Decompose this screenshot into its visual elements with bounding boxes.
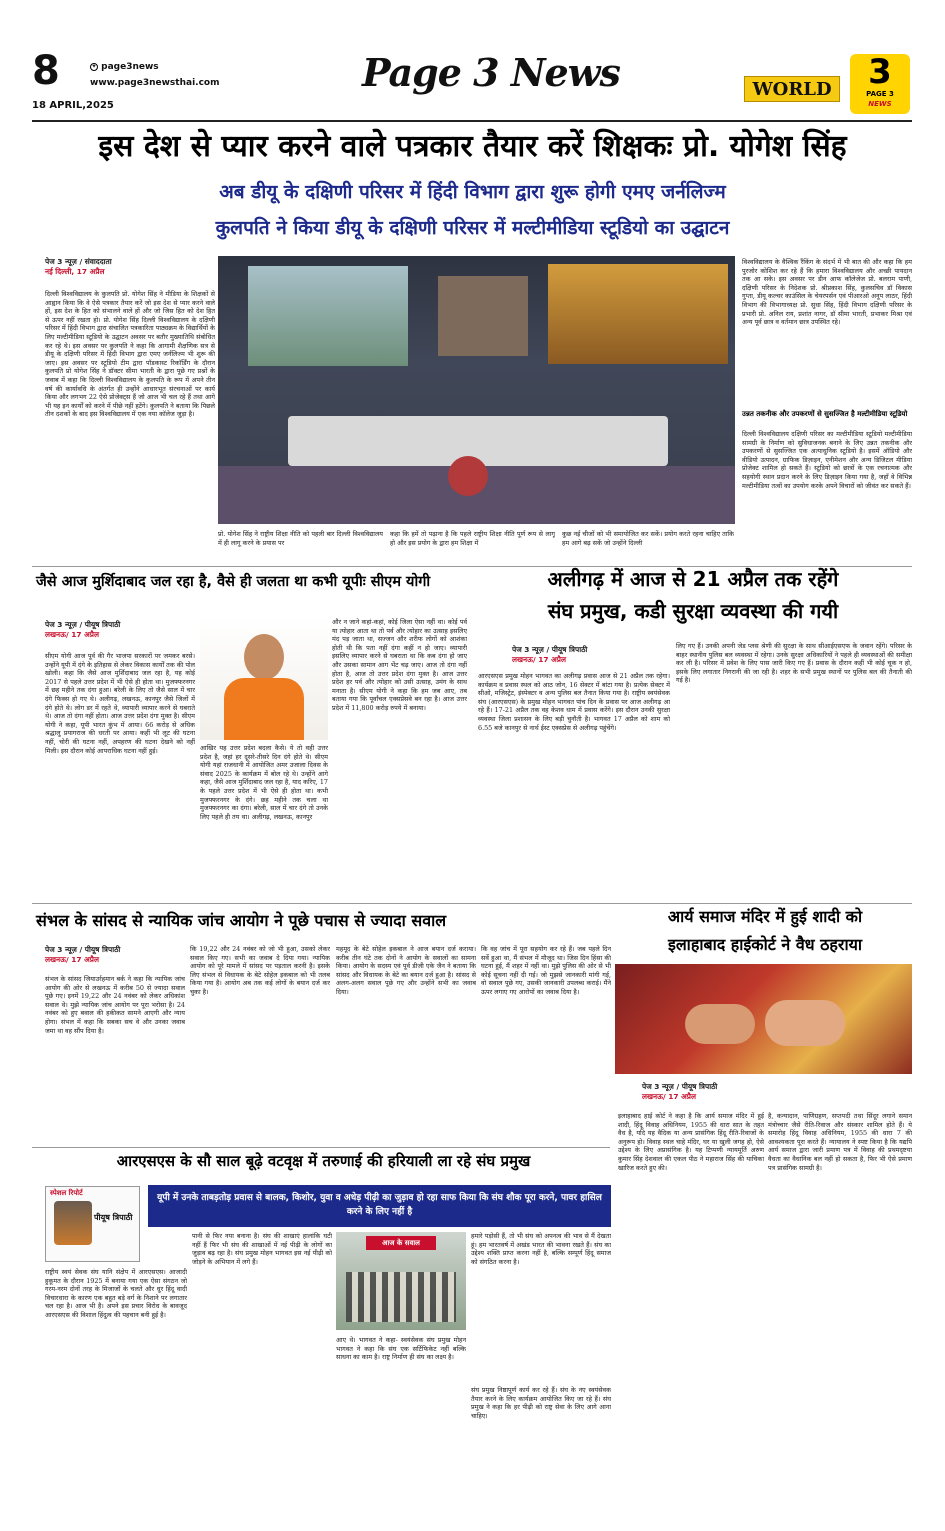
logo-news-text: NEWS — [868, 100, 892, 108]
sambhal-byline — [45, 945, 185, 965]
rss-author-name: पीयूष त्रिपाठी — [94, 1213, 133, 1222]
wedding-hand-left — [685, 1004, 755, 1044]
aligarh-headline-2: संघ प्रमुख, कडी सुरक्षा व्यवस्था की गयी — [547, 599, 839, 623]
brand-logo: Page 3 News — [362, 50, 620, 95]
sambhal-body-col3: महमूद के बेटे सोहेल इकबाल ने आज बयान दर्ज कराया। करीब तीन घंटे तक दोनों ने आयोग के सवालों का सामना किया। आयोग के सदस्य एवं पूर्व डीजी एके जैन ने बताया कि सांसद और विधायक के बेटे का बयान दर्ज हुआ है। सांसद से अलग-अलग सवाल पूछे गए और उन्होंने सभी का जवाब दिया। — [336, 945, 476, 996]
yogi-byline-place: लखनऊ/ 17 अप्रैल — [45, 630, 99, 639]
lead-subhead-2: कुलपति ने किया डीयू के दक्षिणी परिसर में मल्टीमीडिया स्टूडियो का उद्घाटन — [215, 217, 730, 239]
website-link[interactable]: www.page3newsthai.com — [90, 78, 220, 88]
lead-byline — [45, 257, 215, 277]
lead-studio-photo — [218, 256, 735, 524]
studio-screen-right — [548, 264, 728, 364]
sambhal-body-col4: कि वह जांच में पूरा सहयोग कर रहे हैं। जब पहले दिन सर्वे हुआ था, मैं संभल में मौजूद था। जिस दिन हिंसा की घटना हुई, मैं शहर में नहीं था। मुझे पुलिस की ओर से भी कोई सूचना नहीं दी गई। जो मुझसे जानकारी मांगी गई, वो सवाल पूछे गए, उसकी जानकारी उपलब्ध कराई। मैंने ऊपर लगाए गए आरोपों का जवाब दिया है। — [481, 945, 611, 996]
rss-special-report-box — [45, 1186, 140, 1262]
special-report-label: स्पेशल रिपोर्ट — [50, 1189, 83, 1197]
rss-rally-photo — [336, 1232, 466, 1330]
lead-caption-2: कहा कि हमें तो पढ़ाना है कि पहले राष्ट्रीय शिक्षा नीति पूर्ण रूप से लागू हो और इस प्रयोग के द्वारा हम शिक्षा में — [390, 530, 555, 547]
yogi-body-col3: और न जाने कहां-कहां, कोई जिला ऐसा नहीं था। कोई पर्व या त्योहार आता था तो पर्व और त्योहार का उत्साह इसलिए मंद पड़ जाता था, सज्जन और शरीफ लोगों को आशंका होती थी कि पता नहीं दंगा कहीं न हो जाए। व्यापारी इसलिए व्यापार करने से घबराता था कि कब दंगा हो जाए और उसका सामान आग भेंट चढ़ जाए। आज तो दंगा नहीं होता है, आज तो उत्तर प्रदेश दंगा मुक्त है। आज उत्तर प्रदेश हर पर्व और त्योहार को उसी उत्साह, उमंग के साथ मनाता है। सीएम योगी ने कहा कि हम जब आए, तब बताया गया कि पूर्वांचल एक्सप्रेसवे बन रहा है। आज उत्तर प्रदेश में 11,800 करोड़ रुपये में बनाया। — [332, 618, 467, 712]
rss-highlight-text: यूपी में उनके ताबड़तोड़ प्रवास से बालक, किशोर, युवा व अधेड़ पीढ़ी का जुड़ाव हो रहा साफ किया कि संघ शौक पूरा करने, पावर हासिल करने के लिए नहीं है — [157, 1193, 602, 1217]
aligarh-headline-1: अलीगढ़ में आज से 21 अप्रैल तक रहेंगे — [547, 567, 839, 591]
rss-crowd — [346, 1272, 456, 1322]
studio-screen-center — [438, 276, 528, 356]
yogi-photo — [200, 618, 328, 740]
aligarh-byline-place: लखनऊ/ 17 अप्रैल — [512, 655, 566, 664]
lead-right-subheading: उन्नत तकनीक और उपकरणों से सुसज्जित है मल्टीमीडिया स्टूडियो — [742, 410, 908, 418]
sambhal-body-col2: कि 19,22 और 24 नवंबर को जो भी हुआ, उसको लेकर सवाल किए गए। सभी का जवाब दे दिया गया। न्यायिक आयोग को पूरे मामले में सांसद पर पड़ताल करनी है। इसके लिए संभल से विधायक के बेटे सोहेल इकबाल को भी तलब किया गया है। आयोग अब तक कई लोगों के बयान दर्ज कर चुका है। — [190, 945, 330, 996]
lead-caption-1: प्रो. योगेश सिंह ने राष्ट्रीय शिक्षा नीति को पहली बार दिल्ली विश्वविद्यालय में ही लागू करने के प्रयास पर — [218, 530, 383, 547]
rss-body-col2: पानी से फिर नया बनाना है। संघ की शाखाएं हालांकि घटी नहीं हैं फिर भी संघ की शाखाओं में नई पीढ़ी के लोगों का जुड़ाव बढ़ रहा है। संघ प्रमुख मोहन भागवत इस नई पीढ़ी को जोड़ने के अभियान में लगे हैं। — [192, 1232, 332, 1266]
sambhal-headline: संभल के सांसद से न्यायिक जांच आयोग ने पूछे पचास से ज्यादा सवाल — [36, 911, 447, 930]
rss-headline: आरएसएस के सौ साल बूढ़े वटवृक्ष में तरुणाई की हरियाली ला रहे संघ प्रमुख — [116, 1152, 531, 1170]
rss-highlight-box — [148, 1185, 611, 1227]
studio-screen-left — [248, 266, 408, 366]
sambhal-byline-place: लखनऊ/ 17 अप्रैल — [45, 955, 99, 964]
wedding-hand-right — [765, 1000, 845, 1046]
social-handle[interactable]: page3news — [101, 62, 159, 72]
section-world-badge — [744, 76, 840, 102]
wedding-photo — [615, 964, 912, 1074]
aligarh-byline — [512, 645, 672, 665]
social-handle-row — [90, 62, 159, 72]
sambhal-byline-author: पेज 3 न्यूज़ / पीयूष त्रिपाठी — [45, 945, 121, 954]
sambhal-body-col1: संभल के सांसद जियाउर्रहमान बर्क ने कहा कि न्यायिक जांच आयोग की ओर से लखनऊ में करीब 50 से ज्यादा सवाल पूछे गए। इनमें 19,22 और 24 नवंबर को लेकर अधिकांश सवाल थे। मुझे न्यायिक जांच आयोग पर पूरा भरोसा है। 24 नवंबर को हुए बवाल की हकीकत सामने आएगी और न्याय होगा। संभल में कहा कि सबका सच वे और उनका जवाब जमा था वह सौंप दिया है। — [45, 975, 185, 1035]
rss-body-col1: राष्ट्रीय स्वयं सेवक संघ यानि संक्षेप में आरएसएस। आजादी हुकूमत के दौरान 1925 में बनाया गया एक ऐसा संगठन जो गरम-नरम दोनों तरह के मिजाजों के चलते और धुर हिंदू वादी विचारधारा के कारण एक बहुत बड़े वर्ग के निशाने पर लगातार चल रहा है। आज भी है। अपने इस प्रचार विरोध के बावजूद आरएसएस की विशाल हिंदुत्व की पहचान बनी हुई है। — [45, 1268, 187, 1319]
author-avatar — [54, 1201, 92, 1245]
mid-divider — [32, 903, 912, 904]
studio-emblem — [448, 456, 488, 496]
lead-headline: इस देश से प्यार करने वाले पत्रकार तैयार करें शिक्षकः प्रो. योगेश सिंह — [98, 129, 847, 164]
yogi-byline-author: पेज 3 न्यूज़ / पीयूष त्रिपाठी — [45, 620, 121, 629]
social-icon: ✦ — [91, 62, 97, 70]
yogi-body-col2: आखिर यह उत्तर प्रदेश बदला कैसे। ये तो वही उत्तर प्रदेश है, जहां हर दूसरे-तीसरे दिन दंगे होते थे। सीएम योगी यहां राजधानी में आयोजित अमर उजाला दिवस के संवाद 2025 के कार्यक्रम में बोल रहे थे। उन्होंने आगे कहा, जैसे आज मुर्शिदाबाद जल रहा है, याद करिए, 17 के पहले उत्तर प्रदेश में भी ऐसे ही होता था। कभी मुजफ्फरनगर के दंगे। छह महीने तक चला था मुजफ्फरनगर का दंगा। बरेली, साल में चार दंगे तो उनके लिए पहले ही तय था। अलीगढ़, लखनऊ, कानपुर — [200, 744, 328, 821]
yogi-head — [244, 634, 284, 680]
rss-body-col3: आए थे। भागवत ने कहा- स्वयंसेवक संघ प्रमुख मोहन भागवत ने कहा कि संघ एक सर्टिफिकेट नहीं बल्कि साधना का काम है। राष्ट्र निर्माण ही संघ का लक्ष्य है। — [336, 1336, 466, 1362]
lower-divider — [32, 1147, 610, 1148]
masthead-divider — [32, 120, 912, 122]
section-label: WORLD — [752, 79, 832, 100]
aryasamaj-byline — [642, 1082, 822, 1102]
lead-body-col1: दिल्ली विश्वविद्यालय के कुलपति प्रो. योगेश सिंह ने मीडिया के शिक्षकों से आह्वान किया कि वे ऐसे पत्रकार तैयार करें जो इस देश से प्यार करने वाले हों, इस देश के हित को संभालने वाले हों और जो जिस हित को देश हित से ऊपर नहीं रखता हो। प्रो. योगेश सिंह दिल्ली विश्वविद्यालय के दक्षिणी परिसर में हिंदी विभाग द्वारा संचालित पत्रकारिता पाठ्यक्रम के विद्यार्थियों के लिए मल्टीमीडिया स्टूडियो के उद्घाटन अवसर पर बतौर मुख्यातिथि संबोधित कर रहे थे। इस अवसर पर कुलपति ने कहा कि आगामी शैक्षणिक सत्र से डीयू के दक्षिणी परिसर में हिंदी विभाग द्वारा एमए जर्नलिज्म भी शुरू की जाए। इस अवसर पर स्टूडियो टीम द्वारा पॉडकास्ट रिकॉर्डिंग के दौरान कुलपति प्रो योगेश सिंह ने डॉक्टर सीमा भारती के द्वारा पूछे गए प्रश्नों के जवाब में कहा कि दिल्ली विश्वविद्यालय के कुलपति के रूप में अपने तीन वर्ष की कार्यावधि के अंतर्गत ही उन्होंने आधारभूत संरचनाओं पर कार्य किया और लगभग 22 ऐसे प्रोजेक्ट्स हैं जो आज भी चल रहे हैं तथा आगे भी यह इन कार्यों को करने में पीछे नहीं हटेंगे। कुलपति ने बताया कि पिछले तीन दशकों के बाद इस विश्वविद्यालय में एक नया कॉलेज जुड़ा है। — [45, 290, 215, 419]
yogi-robe — [224, 678, 304, 740]
aryasamaj-byline-place: लखनऊ/ 17 अप्रैल — [642, 1092, 696, 1101]
aligarh-body-col1: आरएसएस प्रमुख मोहन भागवत का अलीगढ़ प्रवास आज से 21 अप्रैल तक रहेगा। कार्यक्रम व प्रवास स्थल को आठ जोन, 16 सेक्टर में बांटा गया है। प्रत्येक सेक्टर में सीओ, मजिस्ट्रेट, इंस्पेक्टर व अन्य पुलिस बल तैनात किया गया है। राष्ट्रीय स्वयंसेवक संघ (आरएसएस) के प्रमुख मोहन भागवत पांच दिन के प्रवास पर आज अलीगढ़ आ रहे हैं। 17-21 अप्रैल तक वह केशव धाम में प्रवास करेंगे। इस दौरान उनकी सुरक्षा व्यवस्था जिला प्रशासन के लिए बड़ी चुनौती है। भागवत 17 अप्रैल को शाम को 6.55 बजे कानपुर से नार्थ ईस्ट एक्सप्रेस से अलीगढ़ पहुंचेंगे। — [478, 672, 670, 732]
aligarh-byline-author: पेज 3 न्यूज़ / पीयूष त्रिपाठी — [512, 645, 588, 654]
logo-page-text: PAGE 3 — [866, 90, 894, 98]
masthead — [32, 48, 912, 118]
aligarh-body-col2: लिए गए हैं। उनकी अपनी जेड प्लस श्रेणी की सुरक्षा के साथ सीआईएसएफ के जवान रहेंगे। परिसर के बाहर स्थानीय पुलिस बल व्यवस्था में रहेगा। उनके सुरक्षा अधिकारियों ने पहले ही व्यवस्थाओं की समीक्षा कर ली है। परिसर में प्रवेश के लिए पास जारी किए गए हैं। प्रवास के दौरान कहीं भी कोई चूक न हो, इसके लिए लगातार निगरानी की जा रही है। शहर के सभी प्रमुख स्थानों पर पुलिस बल की तैनाती की गई है। — [676, 642, 912, 685]
yogi-byline — [45, 620, 195, 640]
aryasamaj-body-col1: इलाहाबाद हाई कोर्ट ने कहा है कि आर्य समाज मंदिर में हुई शादी, हिंदू विवाह अधिनियम, 1955 की धारा सात के तहत वैध है, यदि यह वैदिक या अन्य प्रासंगिक हिंदू रीति-रिवाजों के अनुरूप हो। विवाह स्थल चाहे मंदिर, घर या खुली जगह हो, ऐसे उद्देश्य के लिए अप्रासंगिक है। यह टिप्पणी न्यायमूर्ति अरुण कुमार सिंह देशवाल की एकल पीठ ने महाराज सिंह की याचिका खारिज करते हुए की। — [618, 1112, 764, 1172]
lead-caption-3: कुछ नई चीजों को भी समायोजित कर सकें। प्रयोग करते रहना चाहिए ताकि हम आगे बढ़ सकें जो उन्होंने दिल्ली — [562, 530, 734, 547]
aryasamaj-body-col2: है, कन्यादान, पाणिग्रहण, सप्तपदी तथा सिंदूर लगाने समान मंत्रोच्चार जैसे रीति-रिवाज और संस्कार शामिल होते हैं। ये समारोह हिंदू विवाह अधिनियम, 1955 की धारा 7 की आवश्यकता पूरा करते हैं। न्यायालय ने स्पष्ट किया है कि यद्यपि आर्य समाज द्वारा जारी प्रमाण पत्र में विवाह की प्रथमदृष्टया वैधता का वैधानिक बल नहीं हो सकता है, फिर भी ऐसे प्रमाण पत्र प्रासंगिक सामग्री है। — [768, 1112, 912, 1172]
rss-body-col5: संघ प्रमुख निष्ठापूर्ण कार्य कर रहे हैं। संघ के नए स्वयंसेवक तैयार करने के लिए कार्यक्रम आयोजित किए जा रहे हैं। संघ प्रमुख ने कहा कि हर पीढ़ी को राष्ट्र सेवा के लिए आगे आना चाहिए। — [471, 1386, 611, 1420]
lead-byline-author: पेज 3 न्यूज़ / संवाददाता — [45, 257, 112, 266]
lead-right-col2: दिल्ली विश्वविद्यालय दक्षिणी परिसर का मल्टीमीडिया स्टूडियो मल्टीमीडिया सामग्री के निर्माण को सुविधाजनक बनाने के लिए उन्नत तकनीक और उपकरणों से सुसज्जित एक अत्याधुनिक स्टूडियो है। इसमें ऑडियो और वीडियो उत्पादन, ग्राफिक डिज़ाइन, एनीमेशन और अन्य डिजिटल मीडिया प्रोजेक्ट शामिल हो सकते हैं। स्टूडियो को छात्रों के एक रचनात्मक और सहयोगी स्थान प्रदान करने के लिए डिज़ाइन किया गया है, जहाँ वे विभिन्न मल्टीमीडिया तत्वों का उपयोग करके अपने विचारों को जीवंत कर सकते हैं। — [742, 430, 912, 490]
page-number: 8 — [32, 48, 60, 94]
lead-byline-place: नई दिल्ली, 17 अप्रैल — [45, 267, 105, 276]
aryasamaj-headline-2: इलाहाबाद हाईकोर्ट ने वैध ठहराया — [667, 935, 863, 954]
rss-photo-label: आज के सवाल — [366, 1236, 436, 1250]
yogi-body-col1: सीएम योगी आज पूर्व की गैर भाजपा सरकारों पर जमकर बरसे। उन्होंने यूपी में दंगे के इतिहास से लेकर विकास कार्यों तक की पोल खोली। कहा कि जैसे आज मुर्शिदाबाद जल रहा है, यह कोई 2017 से पहले उत्तर प्रदेश में भी ऐसे ही होता था। मुजफ्फरनगर में छह महीने तक दंगा हुआ। बरेली के लिए तो जैसे साल में चार दंगे फिक्स हो गए थे। अलीगढ़, लखनऊ, कानपुर जैसे जिलों में दंगे होते थे। लोग डर में रहते थे, व्यापारी व्यापार करने से घबराते थे। आज तो दंगा नहीं होता। आज उत्तर प्रदेश दंगा मुक्त है। सीएम योगी ने कहा, यूपी भारत कुंभ में आया। 66 करोड़ से अधिक श्रद्धालु प्रयागराज की धरती पर आया। कहीं भी लूट की घटना नहीं, चोरी की घटना नहीं, अपहरण की घटना देखने को नहीं मिली। इस दौरान कोई आपराधिक घटना नहीं हुई। — [45, 652, 195, 755]
lead-subhead-1: अब डीयू के दक्षिणी परिसर में हिंदी विभाग द्वारा शुरू होगी एमए जर्नलिज्म — [219, 181, 726, 203]
yogi-headline: जैसे आज मुर्शिदाबाद जल रहा है, वैसे ही जलता था कभी यूपीः सीएम योगी — [36, 574, 431, 590]
aryasamaj-headline-1: आर्य समाज मंदिर में हुई शादी को — [667, 907, 863, 926]
page3-logo — [850, 54, 910, 114]
rss-body-col4: हमारे पड़ोसी हैं, तो भी संघ को अपनत्व की भाव से मैं देखता हूं। हम भारतवर्ष में अखंड भारत की भावना रखते हैं। संघ का उद्देश्य शक्ति प्राप्त करना नहीं है, बल्कि सम्पूर्ण हिंदू समाज को संगठित करना है। — [471, 1232, 611, 1266]
lead-right-col: विश्वविद्यालय के वैश्विक रैंकिंग के संदर्भ में भी बात की और कहा कि हम पुरजोर कोशिश कर रहे हैं कि हमारा विश्वविद्यालय और अच्छी पायदान तक आ सके। इस अवसर पर डीन आफ कॉलेजेज प्रो. बलराम पाणी, दक्षिणी परिसर के निदेशक प्रो. श्रीप्रकाश सिंह, कुलसचिव डॉ विकास गुप्ता, डीयू कल्चर काउंसिल के चेयरपर्सन एवं पीआरओ अनूप लाठर, हिंदी विभाग की विभागाध्यक्ष प्रो. सुधा सिंह, हिंदी विभाग दक्षिणी परिसर के प्रभारी प्रो. अनिल राय, प्रशांत नागर, डॉ सीमा भारती, प्रभाकर मिश्रा एवं अन्य पूर्व छात्र व वर्तमान छात्र उपस्थित रहे। — [742, 258, 912, 327]
aryasamaj-byline-author: पेज 3 न्यूज़ / पीयूष त्रिपाठी — [642, 1082, 718, 1091]
issue-date: 18 APRIL,2025 — [32, 100, 114, 111]
logo-digit: 3 — [868, 52, 892, 92]
